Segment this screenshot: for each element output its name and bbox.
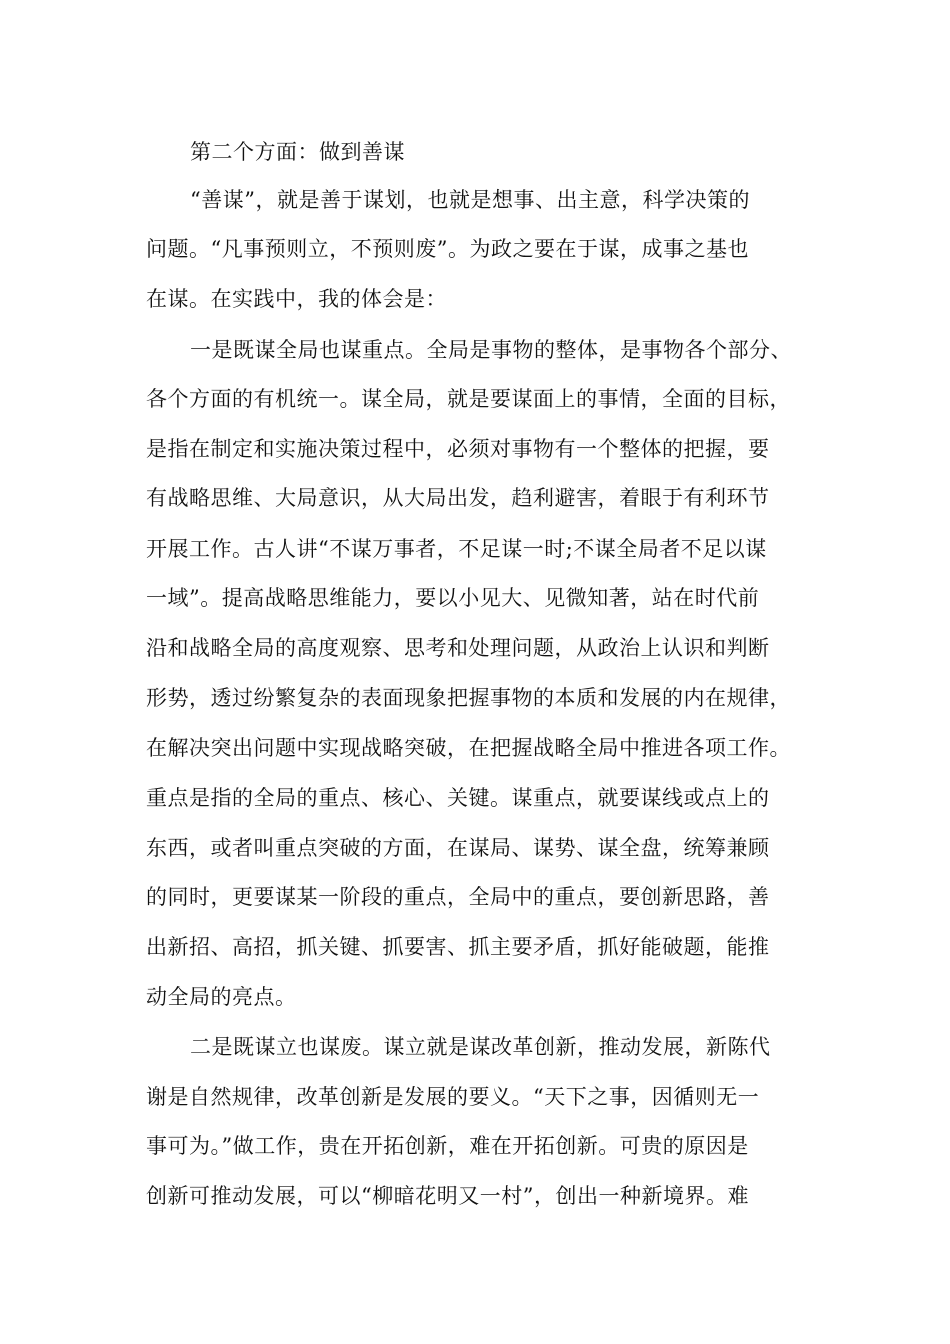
text-line: 东西，或者叫重点突破的方面，在谋局、谋势、谋全盘，统筹兼顾 [146, 836, 770, 860]
text-line: 是指在制定和实施决策过程中，必须对事物有一个整体的把握，要 [146, 437, 770, 461]
section-heading: 第二个方面：做到善谋 [190, 140, 405, 164]
text-line: 各个方面的有机统一。谋全局，就是要谋面上的事情，全面的目标， [146, 387, 791, 411]
text-line: 沿和战略全局的高度观察、思考和处理问题，从政治上认识和判断 [146, 636, 770, 660]
text-line: 的同时，更要谋某一阶段的重点，全局中的重点，要创新思路，善 [146, 885, 770, 909]
text-line: 形势，透过纷繁复杂的表面现象把握事物的本质和发展的内在规律， [146, 686, 791, 710]
text-line: 开展工作。古人讲“不谋万事者，不足谋一时;不谋全局者不足以谋 [146, 537, 767, 561]
text-line: 在解决突出问题中实现战略突破，在把握战略全局中推进各项工作。 [146, 736, 791, 760]
text-line: 重点是指的全局的重点、核心、关键。谋重点，就要谋线或点上的 [146, 786, 770, 810]
text-line: “善谋”，就是善于谋划，也就是想事、出主意，科学决策的 [190, 188, 750, 212]
text-line: 事可为。”做工作，贵在开拓创新，难在开拓创新。可贵的原因是 [146, 1134, 749, 1158]
text-line: 一是既谋全局也谋重点。全局是事物的整体，是事物各个部分、 [190, 338, 792, 362]
text-line: 二是既谋立也谋废。谋立就是谋改革创新，推动发展，新陈代 [190, 1035, 771, 1059]
text-line: 有战略思维、大局意识，从大局出发，趋利避害，着眼于有利环节 [146, 486, 770, 510]
text-line: 出新招、高招，抓关键、抓要害、抓主要矛盾，抓好能破题，能推 [146, 935, 770, 959]
text-line: 动全局的亮点。 [146, 985, 297, 1009]
text-line: 谢是自然规律，改革创新是发展的要义。“天下之事，因循则无一 [146, 1085, 760, 1109]
text-line: 在谋。在实践中，我的体会是： [146, 287, 447, 311]
text-line: 问题。“凡事预则立，不预则废”。为政之要在于谋，成事之基也 [146, 237, 749, 261]
text-line: 创新可推动发展，可以“柳暗花明又一村”，创出一种新境界。难 [146, 1184, 749, 1208]
text-line: 一域”。提高战略思维能力，要以小见大、见微知著，站在时代前 [146, 586, 760, 610]
